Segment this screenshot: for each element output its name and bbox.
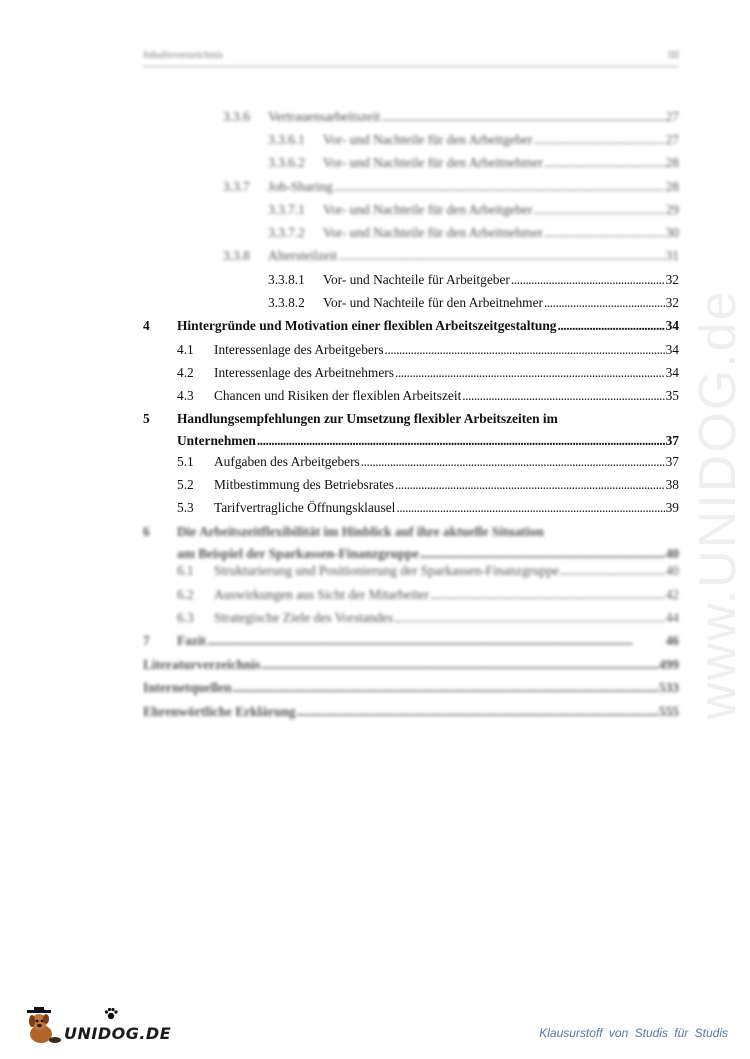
dot-leader — [338, 248, 664, 264]
toc-entry-page: 46 — [665, 633, 679, 648]
toc-entry — [143, 342, 679, 362]
toc-entry-title: Literaturverzeichnis — [143, 657, 261, 672]
toc-entry-title: Job-Sharing — [268, 179, 333, 194]
dot-leader — [430, 587, 665, 603]
toc-entry-page: 37 — [665, 454, 679, 469]
dot-leader — [262, 657, 658, 673]
toc-entry — [143, 524, 679, 564]
dog-mascot-icon — [24, 1007, 68, 1047]
toc-entry-page: 32 — [665, 295, 679, 310]
toc-entry-page: 32 — [665, 272, 679, 287]
toc-entry-page: 27 — [665, 109, 679, 124]
toc-entry-page: 42 — [665, 587, 679, 602]
toc-entry-title-continued: Unternehmen — [177, 433, 256, 448]
header-title: Inhaltsverzeichnis — [143, 49, 224, 61]
toc-entry-page: 533 — [658, 680, 679, 695]
running-header — [143, 44, 679, 67]
toc-entry — [143, 202, 679, 222]
dot-leader — [334, 179, 665, 195]
toc-entry-page: 34 — [665, 342, 679, 357]
toc-entry-page: 40 — [665, 563, 679, 578]
toc-entry-page: 27 — [665, 132, 679, 147]
dot-leader — [395, 477, 665, 493]
toc-entry-number: 3.3.8.2 — [268, 295, 305, 310]
toc-entry — [143, 365, 679, 385]
toc-entry-number: 3.3.8.1 — [268, 272, 305, 287]
dot-leader — [395, 365, 665, 381]
toc-entry-title: Tarifvertragliche Öffnungsklausel — [214, 500, 396, 515]
toc-entry — [143, 179, 679, 199]
toc-entry-number: 3.3.7 — [223, 179, 250, 194]
toc-entry — [143, 318, 679, 338]
toc-entry-number: 4.2 — [177, 365, 194, 380]
toc-entry-number: 3.3.6 — [223, 109, 250, 124]
toc-entry-title: Mitbestimmung des Betriebsrates — [214, 477, 395, 492]
toc-entry-title: Internetquellen — [143, 680, 232, 695]
dot-leader — [462, 388, 664, 404]
toc-entry-page: 34 — [665, 318, 679, 333]
toc-entry-title: Chancen und Risiken der flexiblen Arbeitszeit — [214, 388, 462, 403]
footer-slogan: Klausurstoff von Studis für Studis — [539, 1026, 728, 1040]
toc-entry — [143, 563, 679, 583]
toc-entry-title: Vor- und Nachteile für den Arbeitgeber — [323, 202, 533, 217]
toc-entry — [143, 454, 679, 474]
toc-entry-title: Strukturierung und Positionierung der Sparkassen-Finanzgruppe — [214, 563, 560, 578]
toc-entry — [143, 132, 679, 152]
toc-entry-title: Vertrauensarbeitszeit — [268, 109, 381, 124]
toc-entry — [143, 657, 679, 677]
toc-entry — [143, 680, 679, 700]
toc-entry-title: Vor- und Nachteile für den Arbeitnehmer — [323, 295, 543, 310]
toc-entry — [143, 587, 679, 607]
toc-entry-page: 28 — [665, 179, 679, 194]
toc-entry-title: Vor- und Nachteile für den Arbeitnehmer — [323, 155, 543, 170]
toc-entry-number: 6.1 — [177, 563, 194, 578]
toc-entry-number: 4.1 — [177, 342, 194, 357]
toc-entry — [143, 704, 679, 724]
dot-leader — [394, 610, 664, 626]
dot-leader — [297, 704, 658, 720]
toc-entry-page: 28 — [665, 155, 679, 170]
toc-entry-number: 5.3 — [177, 500, 194, 515]
toc-entry-number: 5.1 — [177, 454, 194, 469]
dot-leader — [361, 454, 665, 470]
header-page-number: III — [668, 49, 679, 61]
paw-icon — [104, 1007, 118, 1021]
dot-leader — [420, 546, 665, 562]
logo-text: UNIDOG.DE — [64, 1024, 172, 1043]
dot-leader — [544, 155, 665, 171]
toc-entry-number: 3.3.7.2 — [268, 225, 305, 240]
dot-leader — [385, 342, 665, 358]
toc-entry-number: 5 — [143, 411, 150, 426]
toc-entry — [143, 295, 679, 315]
toc-entry-page: 30 — [665, 225, 679, 240]
toc-entry-page: 31 — [665, 248, 679, 263]
toc-entry — [143, 225, 679, 245]
toc-entry-number: 3.3.7.1 — [268, 202, 305, 217]
toc-entry-title: Aufgaben des Arbeitgebers — [214, 454, 360, 469]
toc-entry-number: 6 — [143, 524, 150, 539]
dot-leader — [257, 433, 665, 449]
toc-entry-title: Ehrenwörtliche Erklärung — [143, 704, 296, 719]
toc-entry — [143, 411, 679, 451]
toc-entry-number: 6.3 — [177, 610, 194, 625]
toc-entry-title: Auswirkungen aus Sicht der Mitarbeiter — [214, 587, 429, 602]
toc-entry-title-continued: am Beispiel der Sparkassen-Finanzgruppe — [177, 546, 419, 561]
toc-entry-title: Vor- und Nachteile für den Arbeitnehmer — [323, 225, 543, 240]
toc-entry — [143, 633, 679, 653]
toc-entry-page: 37 — [665, 433, 679, 448]
toc-entry-title: Hintergründe und Motivation einer flexiblen Arbeitszeitgestaltung — [177, 318, 557, 333]
toc-entry-page: 39 — [665, 500, 679, 515]
toc-entry-number: 7 — [143, 633, 150, 648]
toc-entry — [143, 155, 679, 175]
dot-leader — [560, 563, 664, 579]
toc-entry — [143, 388, 679, 408]
toc-entry-page: 44 — [665, 610, 679, 625]
toc-entry-title: Altersteilzeit — [268, 248, 338, 263]
toc-entry-page: 499 — [658, 657, 679, 672]
toc-entry — [143, 272, 679, 292]
toc-entry-title: Die Arbeitszeitflexibilität im Hinblick auf ihre aktuelle Situation — [177, 524, 544, 539]
dot-leader — [534, 132, 665, 148]
toc-entry-title: Fazit — [177, 633, 206, 648]
toc-entry — [143, 500, 679, 520]
toc-entry-number: 5.2 — [177, 477, 194, 492]
dot-leader — [558, 318, 665, 334]
toc-entry-page: 40 — [665, 546, 679, 561]
toc-entry-title: Interessenlage des Arbeitnehmers — [214, 365, 394, 380]
toc-entry-title: Interessenlage des Arbeitgebers — [214, 342, 384, 357]
dot-leader — [534, 202, 665, 218]
toc-entry-title: Vor- und Nachteile für den Arbeitgeber — [323, 132, 533, 147]
dot-leader — [511, 272, 665, 288]
toc-entry-number: 3.3.6.1 — [268, 132, 305, 147]
toc-entry — [143, 477, 679, 497]
dot-leader — [544, 295, 665, 311]
toc-entry-number: 3.3.6.2 — [268, 155, 305, 170]
dot-leader — [233, 680, 658, 696]
toc-entry-page: 34 — [665, 365, 679, 380]
toc-entry — [143, 610, 679, 630]
toc-entry — [143, 248, 679, 268]
toc-entry-page: 35 — [665, 388, 679, 403]
toc-entry-title: Strategische Ziele des Vorstandes — [214, 610, 394, 625]
dot-leader — [396, 500, 664, 516]
toc-entry-number: 6.2 — [177, 587, 194, 602]
dot-leader — [544, 225, 665, 241]
unidog-logo — [24, 1007, 172, 1047]
toc-entry-page: 29 — [665, 202, 679, 217]
toc-entry-number: 3.3.8 — [223, 248, 250, 263]
toc-entry-page: 38 — [665, 477, 679, 492]
toc-entry-title: Handlungsempfehlungen zur Umsetzung flexibler Arbeitszeiten im — [177, 411, 558, 426]
toc-entry-number: 4.3 — [177, 388, 194, 403]
watermark-text: www.UNIDOG.de — [689, 289, 747, 720]
dot-leader — [207, 633, 665, 649]
toc-entry-number: 4 — [143, 318, 150, 333]
toc-entry — [143, 109, 679, 129]
toc-entry-title: Vor- und Nachteile für Arbeitgeber — [323, 272, 510, 287]
dot-leader — [381, 109, 664, 125]
toc-entry-page: 555 — [658, 704, 679, 719]
